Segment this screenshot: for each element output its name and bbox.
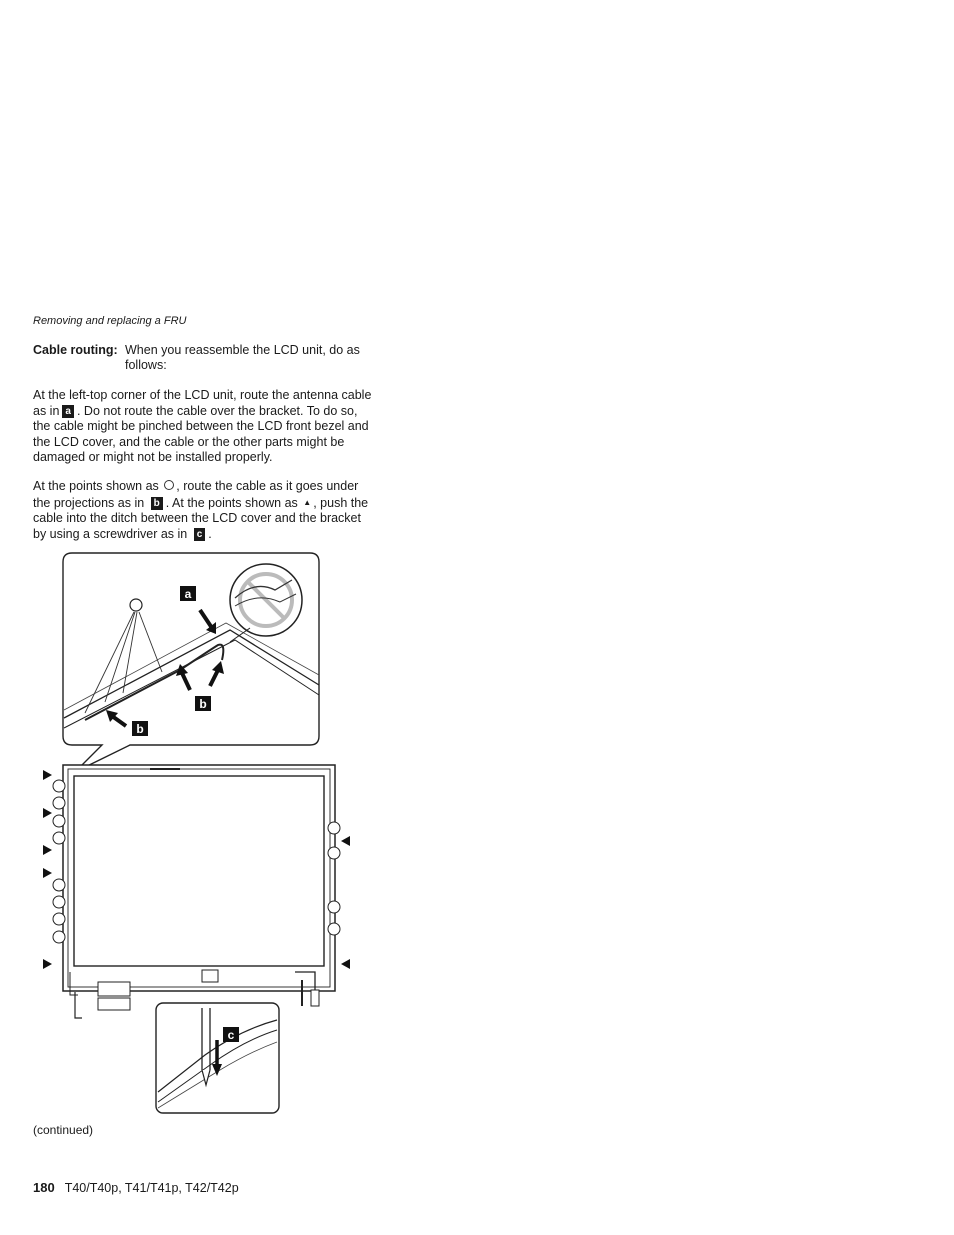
circle-point-icon [164, 480, 174, 490]
cable-routing-label: Cable routing: [33, 343, 118, 357]
callout-tag-b: b [151, 497, 163, 510]
figure-callout-b-left: b [136, 722, 144, 736]
cable-routing-intro: When you reassemble the LCD unit, do as follows: [125, 343, 360, 372]
callout-tag-c: c [194, 528, 206, 541]
figure-callout-b-right: b [199, 697, 207, 711]
lcd-frame [63, 765, 335, 1018]
figure-callout-c: c [227, 1028, 235, 1042]
p1-text-1: At the left-top corner of the LCD unit, route the antenna cable as in [33, 388, 372, 418]
zoom-detail-bottom [156, 1003, 279, 1113]
page-footer [33, 1180, 239, 1195]
callout-tag-a: a [62, 405, 74, 418]
section-header: Removing and replacing a FRU [33, 315, 187, 327]
circle-marker-icon [130, 599, 142, 611]
figure-callout-a: a [184, 587, 192, 601]
p1-text-2: . Do not route the cable over the bracket. To do so, the cable might be pinched between the LCD front bezel and the LCD cover, and the cable or the other parts might be damaged or might not be installed properly. [33, 403, 369, 465]
continued-note: (continued) [33, 1123, 94, 1137]
lcd-cable-routing-figure [30, 550, 370, 1120]
p2-text-4: , push the cable into the ditch between the LCD cover and the bracket by using a screwdriver as in [33, 495, 369, 541]
p2-text-2: , route the cable as it goes under the projections as in [33, 479, 359, 510]
p2-text-3: . At the points shown as [165, 495, 298, 510]
zoom-detail-top [63, 553, 319, 772]
triangle-point-icon: ▲ [303, 497, 312, 507]
paragraph-cable-points [33, 479, 373, 542]
footer-models: T40/T40p, T41/T41p, T42/T42p [64, 1181, 239, 1195]
page-number: 180 [33, 1180, 55, 1195]
p2-text-1: At the points shown as [33, 479, 159, 493]
p2-text-5: . [208, 526, 212, 541]
paragraph-antenna-routing [33, 388, 373, 466]
